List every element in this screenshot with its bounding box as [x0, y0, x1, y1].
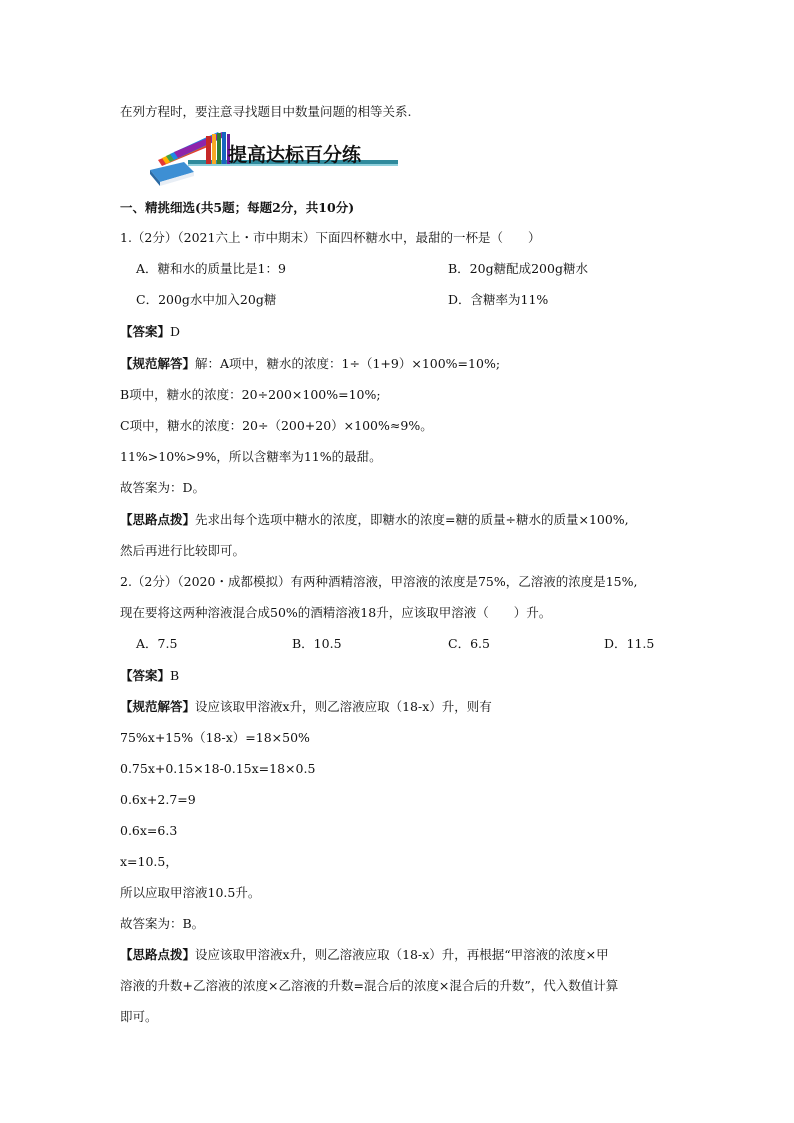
question-1-solution-line: 11%>10%>9%，所以含糖率为11%的最甜。: [120, 449, 382, 464]
question-2-hint-line: 溶液的升数+乙溶液的浓度×乙溶液的升数=混合后的浓度×混合后的升数”，代入数值计算: [120, 978, 619, 993]
question-1-option-c: C．200g水中加入20g糖: [136, 292, 277, 307]
question-1-solution-line: B项中，糖水的浓度：20÷200×100%=10%;: [120, 387, 381, 402]
question-1-solution-line: C项中，糖水的浓度：20÷（200+20）×100%≈9%。: [120, 418, 433, 433]
hint-tag: 【思路点拨】: [120, 512, 196, 527]
solution-tag: 【规范解答】: [120, 699, 196, 714]
question-2-solution-line: 0.75x+0.15×18-0.15x=18×0.5: [120, 761, 316, 776]
question-1-option-b: B．20g糖配成200g糖水: [448, 261, 588, 276]
question-2-solution-line: [120, 701, 492, 714]
answer-value: B: [170, 668, 180, 683]
question-1-answer: [120, 326, 180, 339]
question-2-hint-line: [120, 949, 609, 962]
question-1-hint-line: [120, 514, 629, 527]
section-heading: 一、精挑细选(共5题；每题2分，共10分): [120, 200, 355, 215]
hint-tag: 【思路点拨】: [120, 947, 196, 962]
question-1-option-d: D．含糖率为11%: [448, 292, 549, 307]
question-1-stem: 1.（2分）（2021六上・市中期末）下面四杯糖水中，最甜的一杯是（ ）: [120, 230, 541, 245]
question-2-solution-line: 75%x+15%（18-x）=18×50%: [120, 730, 310, 745]
question-1-hint-line: 然后再进行比较即可。: [120, 543, 246, 558]
question-2-option-b: B．10.5: [292, 636, 342, 651]
question-1-option-a: A．糖和水的质量比是1：9: [136, 261, 286, 276]
solution-tag: 【规范解答】: [120, 356, 196, 371]
banner-title: 提高达标百分练: [228, 144, 362, 166]
question-2-option-a: A．7.5: [136, 636, 178, 651]
question-2-solution-line: x=10.5，: [120, 854, 178, 869]
question-2-option-c: C．6.5: [448, 636, 490, 651]
answer-value: D: [170, 324, 181, 339]
question-2-solution-line: 0.6x+2.7=9: [120, 792, 196, 807]
solution-text: 解：A项中，糖水的浓度：1÷（1+9）×100%=10%;: [195, 356, 501, 371]
question-2-stem: 现在要将这两种溶液混合成50%的酒精溶液18升，应该取甲溶液（ ）升。: [120, 605, 552, 620]
hint-text: 设应该取甲溶液x升，则乙溶液应取（18-x）升，再根据“甲溶液的浓度×甲: [195, 947, 609, 962]
intro-text: 在列方程时，要注意寻找题目中数量问题的相等关系.: [120, 104, 412, 119]
section-banner: [148, 130, 398, 186]
question-2-stem: 2.（2分）（2020・成都模拟）有两种酒精溶液，甲溶液的浓度是75%，乙溶液的浓度是15%,: [120, 574, 638, 589]
question-2-solution-line: 故答案为：B。: [120, 916, 205, 931]
question-2-solution-line: 所以应取甲溶液10.5升。: [120, 885, 261, 900]
answer-tag: 【答案】: [120, 324, 171, 339]
question-2-solution-line: 0.6x=6.3: [120, 823, 178, 838]
question-1-solution-line: 故答案为：D。: [120, 480, 206, 495]
question-2-option-d: D．11.5: [604, 636, 655, 651]
hint-text: 先求出每个选项中糖水的浓度，即糖水的浓度=糖的质量÷糖水的质量×100%,: [195, 512, 629, 527]
question-2-answer: [120, 670, 179, 683]
solution-text: 设应该取甲溶液x升，则乙溶液应取（18-x）升，则有: [195, 699, 492, 714]
question-1-solution-line: [120, 358, 500, 371]
answer-tag: 【答案】: [120, 668, 171, 683]
question-2-hint-line: 即可。: [120, 1009, 158, 1024]
